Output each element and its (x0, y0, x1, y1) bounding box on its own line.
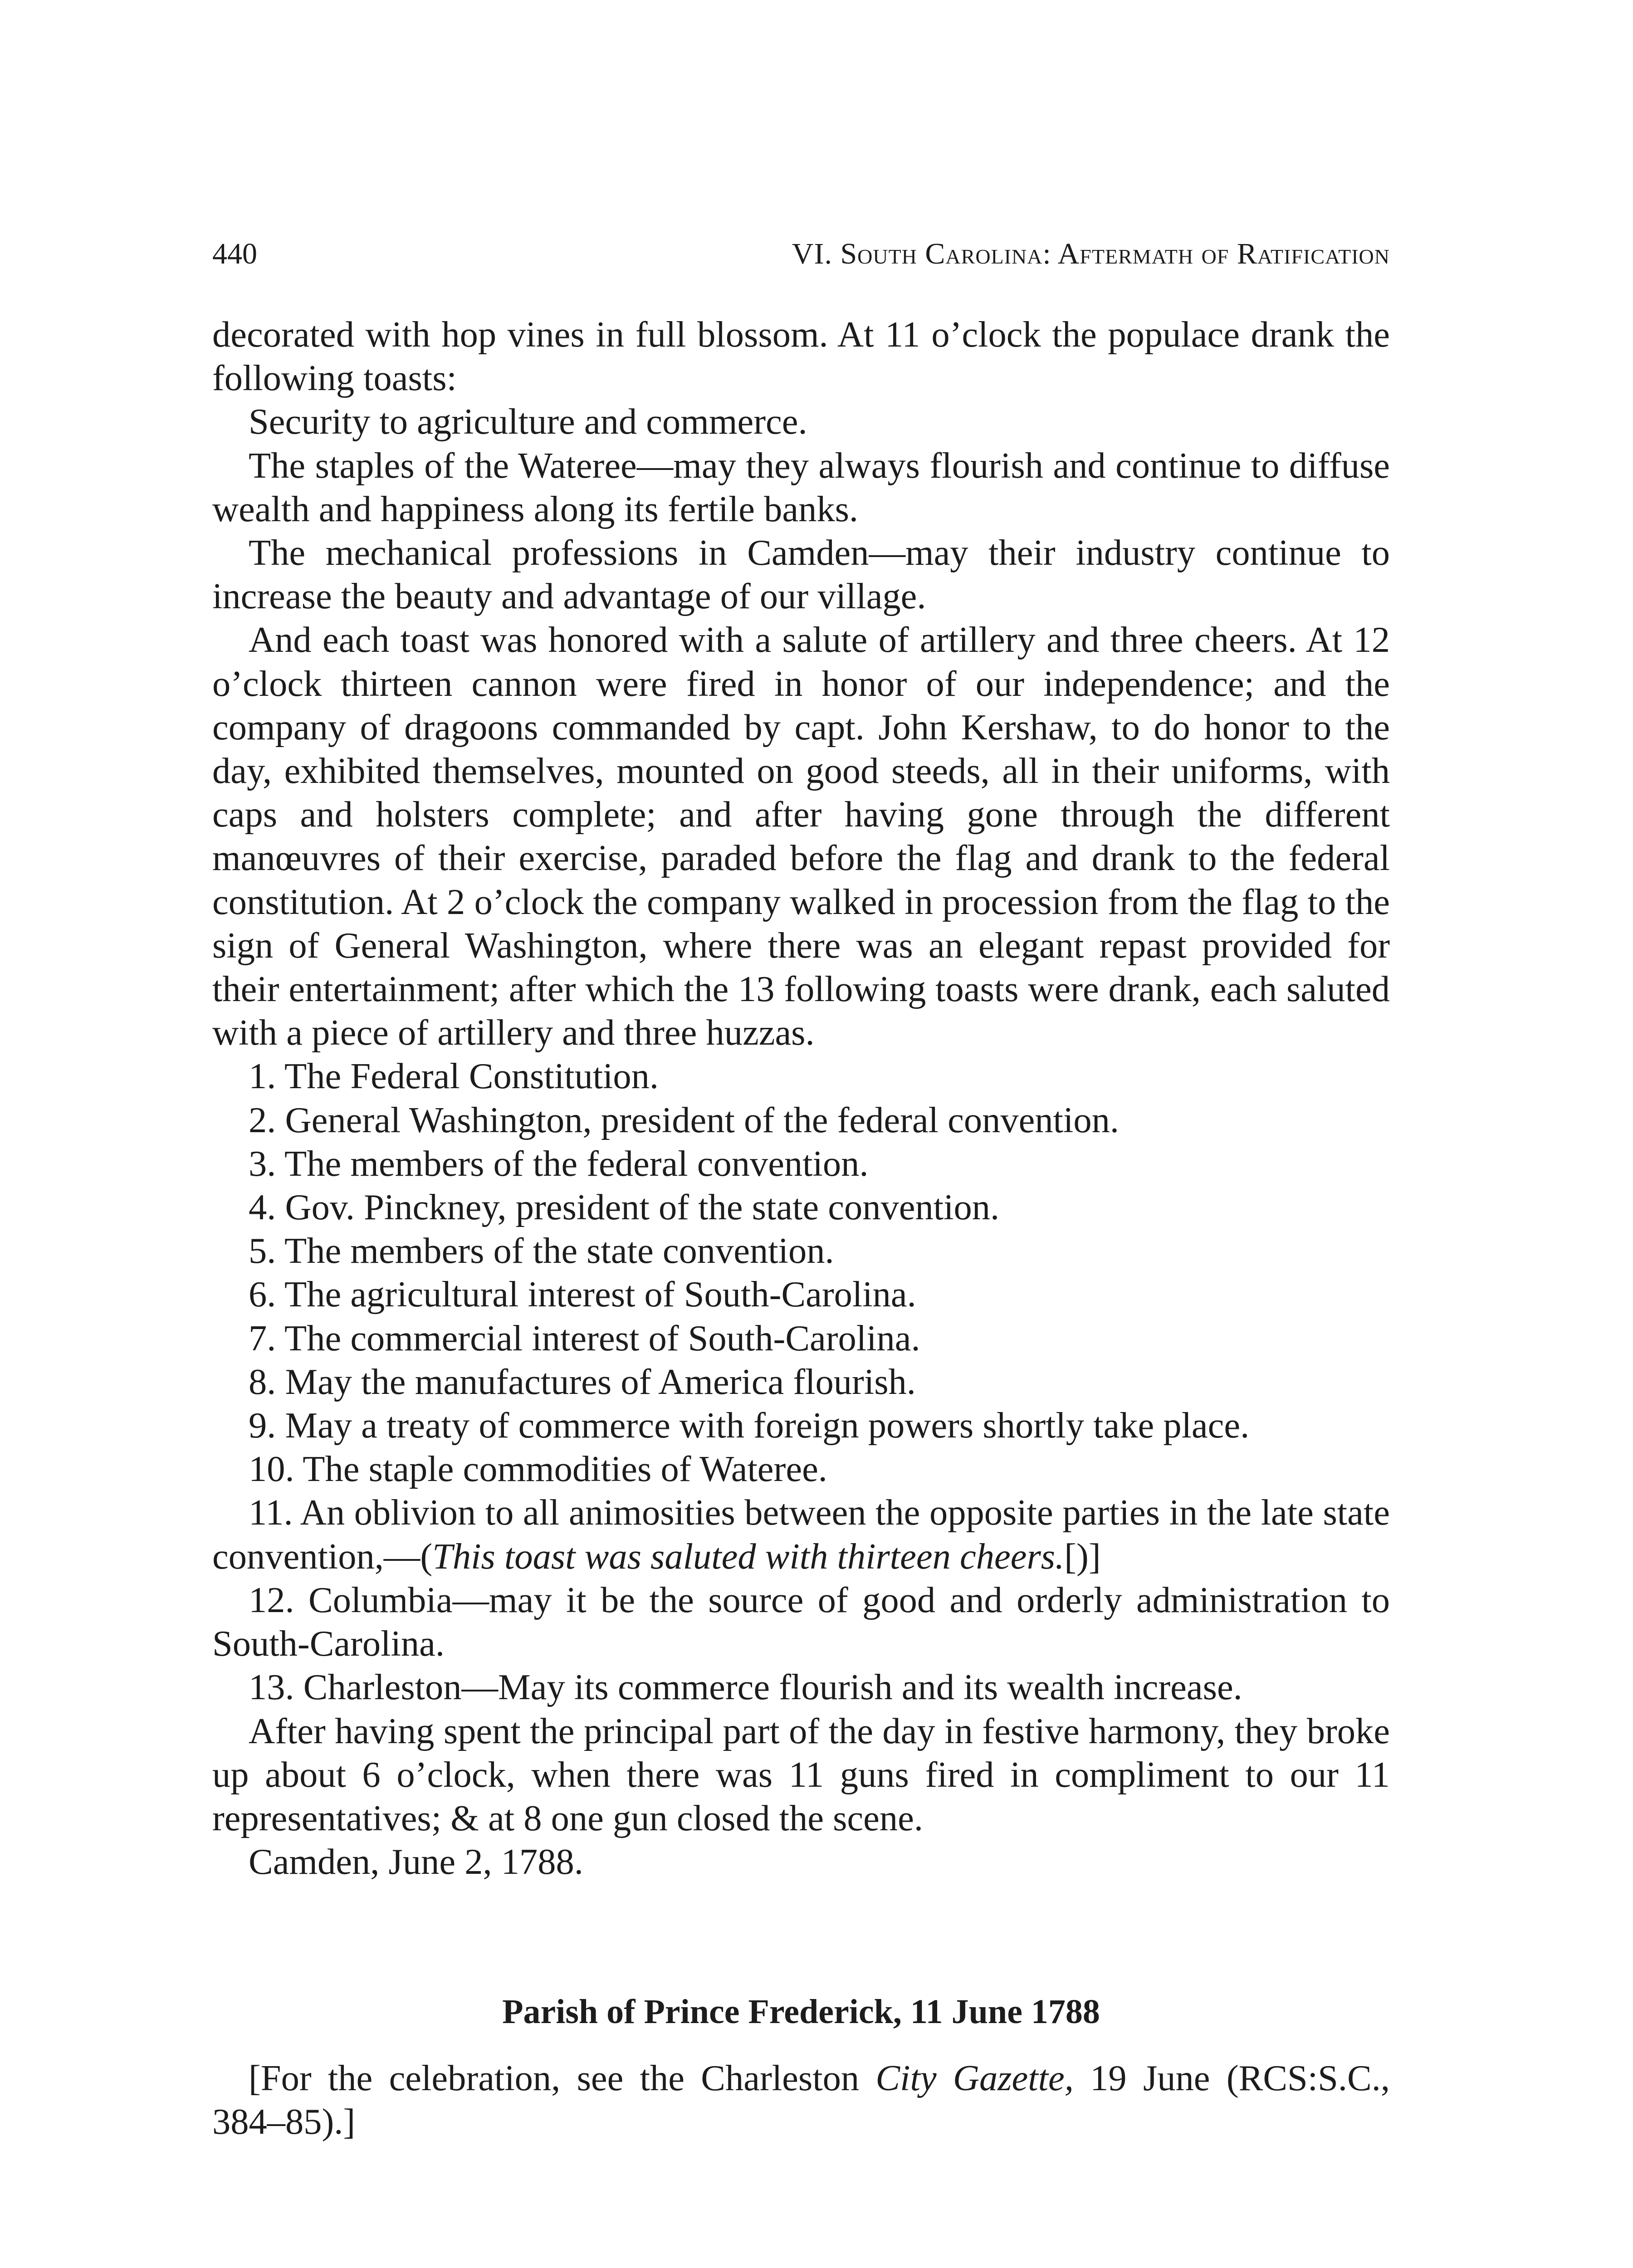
toast-paragraph: The mechanical professions in Camden—may their industry continue to increase the beauty and advantage of our village. (212, 533, 1390, 617)
paragraph: decorated with hop vines in full blossom. At 11 o’clock the populace drank the following toasts: (212, 314, 1390, 399)
note-italic: City Gazette, (875, 2058, 1074, 2098)
toast-close: [)] (1064, 1536, 1101, 1577)
toast-text: 11. An oblivion to all animosities between the opposite parties in the late state convention,—( (212, 1492, 1390, 1577)
note-text-end: 19 June (RCS:S.C., 384–85).] (212, 2058, 1390, 2142)
toast-item: 12. Columbia—may it be the source of good and orderly administration to South-Carolina. (212, 1579, 1390, 1664)
toast-item: 6. The agricultural interest of South-Carolina. (249, 1274, 916, 1315)
toast-item (212, 1491, 1390, 1578)
page-number: 440 (212, 237, 257, 270)
toast-item: 5. The members of the state convention. (249, 1231, 834, 1271)
toast-item: 13. Charleston—May its commerce flourish and its wealth increase. (249, 1667, 1242, 1708)
toast-paragraph: The staples of the Wateree—may they always flourish and continue to diffuse wealth and happiness along its fertile banks. (212, 445, 1390, 529)
dateline: Camden, June 2, 1788. (249, 1842, 583, 1882)
toast-item: 2. General Washington, president of the federal convention. (249, 1100, 1119, 1140)
note-paragraph (212, 2057, 1390, 2144)
toast-item: 3. The members of the federal convention. (249, 1143, 869, 1184)
toast-item: 9. May a treaty of commerce with foreign powers shortly take place. (249, 1405, 1250, 1446)
toast-italic-note: This toast was saluted with thirteen cheers. (432, 1536, 1065, 1577)
paragraph: And each toast was honored with a salute of artillery and three cheers. At 12 o’clock thirteen cannon were fired in honor of our independence; and the company of dragoons commanded by capt. John Kershaw, to do honor to the day, exhibited themselves, mounted on good steeds, all in their uniforms, with caps and holsters complete; and after having gone through the different manœuvres of their exercise, paraded before the flag and drank to the federal constitution. At 2 o’clock the company walked in procession from the flag to the sign of General Washington, where there was an elegant repast provided for their entertainment; after which the 13 following toasts were drank, each saluted with a piece of artillery and three huzzas. (212, 620, 1390, 1053)
toast-paragraph: Security to agriculture and commerce. (249, 401, 807, 442)
toast-item: 4. Gov. Pinckney, president of the state convention. (249, 1187, 1000, 1228)
section-heading: Parish of Prince Frederick, 11 June 1788 (502, 1993, 1100, 2031)
running-section-title: VI. South Carolina: Aftermath of Ratification (792, 237, 1390, 270)
editorial-note (212, 2057, 1390, 2144)
toast-item: 7. The commercial interest of South-Carolina. (249, 1318, 920, 1359)
toast-item: 1. The Federal Constitution. (249, 1056, 659, 1097)
note-text: [For the celebration, see the Charleston (249, 2058, 876, 2098)
toast-item: 8. May the manufactures of America flourish. (249, 1361, 916, 1402)
toast-item: 10. The staple commodities of Wateree. (249, 1449, 827, 1490)
body-text (212, 313, 1390, 1884)
paragraph: After having spent the principal part of the day in festive harmony, they broke up about 6 o’clock, when there was 11 guns fired in compliment to our 11 representatives; & at 8 one gun closed the scene. (212, 1711, 1390, 1838)
running-head (212, 229, 1390, 279)
